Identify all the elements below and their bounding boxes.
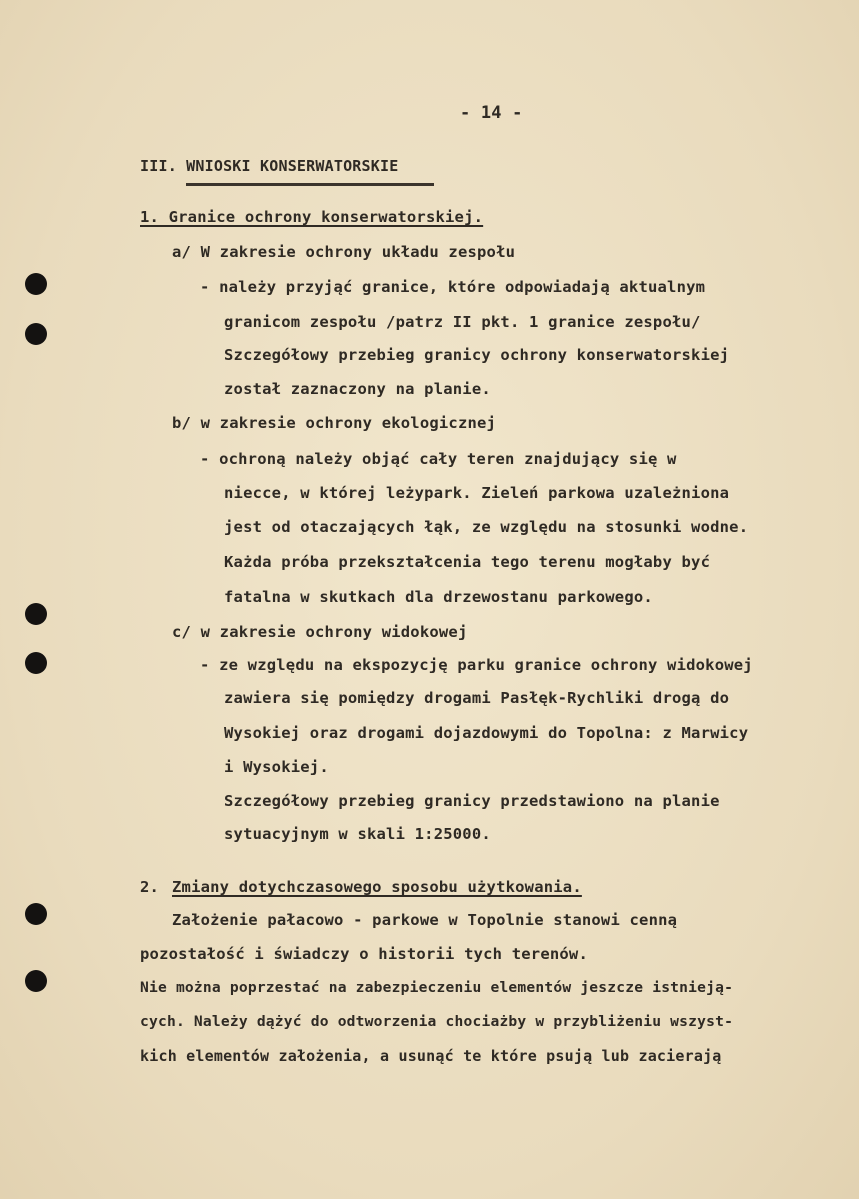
text-line: - ze względu na ekspozycję parku granice ochrony widokowej: [200, 656, 753, 674]
section-1-heading: 1. Granice ochrony konserwatorskiej.: [140, 208, 484, 226]
punch-hole: [25, 323, 47, 345]
subsection-b-heading: b/ w zakresie ochrony ekologicznej: [172, 414, 497, 432]
text-line: Każda próba przekształcenia tego terenu mogłaby być: [224, 553, 711, 571]
text-line: - należy przyjąć granice, które odpowiadają aktualnym: [200, 278, 706, 296]
text-line: Nie można poprzestać na zabezpieczeniu elementów jeszcze istnieją-: [140, 979, 734, 996]
text-line: - ochroną należy objąć cały teren znajdujący się w: [200, 450, 677, 468]
section-title: III. WNIOSKI KONSERWATORSKIE: [140, 157, 399, 175]
text-line: zawiera się pomiędzy drogami Pasłęk-Rychliki drogą do: [224, 689, 730, 707]
text-line: niecce, w której leżypark. Zieleń parkowa uzależniona: [224, 484, 730, 502]
section-title-underline: [186, 183, 434, 186]
punch-hole: [25, 603, 47, 625]
text-line: Szczegółowy przebieg granicy ochrony konserwatorskiej: [224, 346, 730, 364]
punch-hole: [25, 652, 47, 674]
text-line: został zaznaczony na planie.: [224, 380, 491, 398]
page-number: - 14 -: [460, 103, 523, 123]
text-line: cych. Należy dążyć do odtworzenia chociażby w przybliżeniu wszyst-: [140, 1013, 734, 1030]
text-line: i Wysokiej.: [224, 758, 329, 776]
section-2-heading: Zmiany dotychczasowego sposobu użytkowania.: [172, 878, 582, 896]
text-line: kich elementów założenia, a usunąć te które psują lub zacierają: [140, 1047, 722, 1065]
text-line: fatalna w skutkach dla drzewostanu parkowego.: [224, 588, 653, 606]
punch-hole: [25, 903, 47, 925]
punch-hole: [25, 970, 47, 992]
text-line: pozostałość i świadczy o historii tych terenów.: [140, 945, 588, 963]
punch-hole: [25, 273, 47, 295]
text-line: Wysokiej oraz drogami dojazdowymi do Topolna: z Marwicy: [224, 724, 749, 742]
subsection-c-heading: c/ w zakresie ochrony widokowej: [172, 623, 468, 641]
subsection-a-heading: a/ W zakresie ochrony układu zespołu: [172, 243, 516, 261]
section-2-number: 2.: [140, 878, 160, 896]
text-line: Szczegółowy przebieg granicy przedstawiono na planie: [224, 792, 720, 810]
text-line: Założenie pałacowo - parkowe w Topolnie stanowi cenną: [172, 911, 678, 929]
text-line: sytuacyjnym w skali 1:25000.: [224, 825, 491, 843]
text-line: granicom zespołu /patrz II pkt. 1 granice zespołu/: [224, 313, 701, 331]
text-line: jest od otaczających łąk, ze względu na stosunki wodne.: [224, 518, 749, 536]
